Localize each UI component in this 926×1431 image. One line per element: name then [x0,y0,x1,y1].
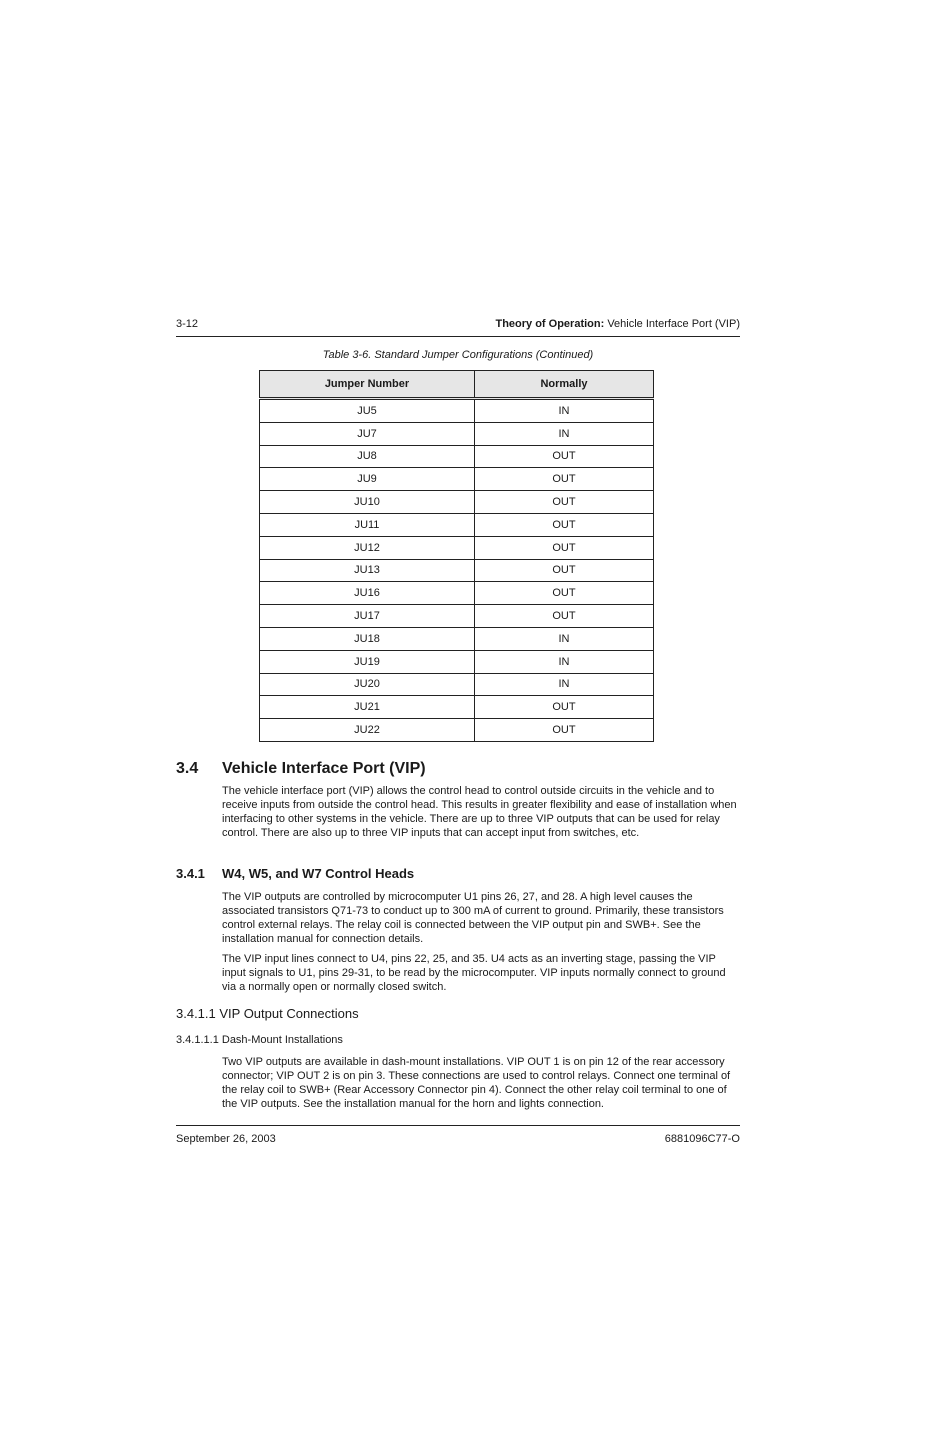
table-row [260,513,654,536]
jumper-number-cell: JU7 [260,422,475,445]
normally-cell: OUT [475,559,654,582]
jumper-number-cell: JU9 [260,468,475,491]
table-header-row [260,371,654,399]
page-number: 3-12 [176,318,199,330]
section-title: W4, W5, and W7 Control Heads [222,866,415,881]
table-row [260,719,654,742]
section-3-4-1-paragraph-2: The VIP input lines connect to U4, pins 22, 25, and 35. U4 acts as an inverting stage, passing the VIP input signals to U1, pins 29-31, to be read by the microcomputer. VIP inputs normally connect to ground via a normally open or normally closed switch. [222,953,726,993]
jumper-number-cell: JU21 [260,696,475,719]
jumper-number-cell: JU17 [260,605,475,628]
normally-cell: IN [475,627,654,650]
normally-cell: IN [475,422,654,445]
section-number: 3.4 [176,760,199,777]
jumper-number-cell: JU18 [260,627,475,650]
table-row [260,399,654,423]
table-row [260,422,654,445]
jumper-number-cell: JU10 [260,491,475,514]
normally-cell: OUT [475,536,654,559]
normally-cell: IN [475,673,654,696]
normally-cell: OUT [475,445,654,468]
section-3-4-1-1-heading: 3.4.1.1 VIP Output Connections [176,1006,359,1021]
section-3-4-1-paragraph-1: The VIP outputs are controlled by microcomputer U1 pins 26, 27, and 28. A high level causes the associated transistors Q71-73 to conduct up to 300 mA of current to ground. Primarily, these transistors control external relays. The relay coil is connected between the VIP output pin and SWB+. See the installation manual for connection details. [222,891,724,945]
table-row [260,650,654,673]
page-footer [176,1125,740,1148]
normally-cell: OUT [475,582,654,605]
running-title [495,318,740,330]
normally-cell: OUT [475,696,654,719]
normally-cell: OUT [475,491,654,514]
footer-date: September 26, 2003 [176,1133,276,1145]
section-3-4-1-1-1-heading: 3.4.1.1.1 Dash-Mount Installations [176,1034,343,1046]
table-row [260,445,654,468]
section-title: Vehicle Interface Port (VIP) [222,760,426,777]
jumper-number-cell: JU22 [260,719,475,742]
section-number: 3.4.1 [176,866,205,881]
footer-document-number: 6881096C77-O [664,1133,740,1145]
normally-cell: OUT [475,513,654,536]
table-row [260,582,654,605]
normally-cell: IN [475,650,654,673]
section-3-4-1-1-1-body: Two VIP outputs are available in dash-mount installations. VIP OUT 1 is on pin 12 of the rear accessory connector; VIP OUT 2 is on pin 3. These connections are used to control relays. Connect one terminal of the relay coil to SWB+ (Rear Accessory Connector pin 4). Connect the other relay coil terminal to one of the VIP outputs. See the installation manual for the horn and lights connection. [222,1056,731,1110]
section-3-4-body: The vehicle interface port (VIP) allows the control head to control outside circuits in the vehicle and to receive inputs from outside the control head. This results in greater flexibility and ease of installation when interfacing to other systems in the vehicle. There are up to three VIP outputs that can be used for relay control. There are also up to three VIP inputs that can accept input from switches, etc. [222,785,737,839]
running-title-bold: Theory of Operation: [495,318,605,330]
table-row [260,491,654,514]
table-row [260,468,654,491]
normally-cell: OUT [475,719,654,742]
jumper-number-cell: JU13 [260,559,475,582]
table-row [260,559,654,582]
jumper-number-cell: JU8 [260,445,475,468]
normally-cell: OUT [475,605,654,628]
jumper-number-cell: JU20 [260,673,475,696]
jumper-number-cell: JU11 [260,513,475,536]
page-header [176,316,740,337]
jumper-number-cell: JU12 [260,536,475,559]
jumper-number-cell: JU19 [260,650,475,673]
jumper-number-cell: JU5 [260,399,475,423]
table-row [260,627,654,650]
table-body [260,399,654,742]
section-3-4-heading [176,760,426,778]
column-header-normally: Normally [475,371,654,399]
jumper-table [259,370,654,742]
table-row [260,673,654,696]
table-caption: Table 3-6. Standard Jumper Configurations (Continued) [322,349,594,361]
section-3-4-1-heading [176,866,414,881]
table-row [260,536,654,559]
running-title-rest: Vehicle Interface Port (VIP) [604,318,740,330]
normally-cell: OUT [475,468,654,491]
table-row [260,605,654,628]
column-header-jumper-number: Jumper Number [260,371,475,399]
normally-cell: IN [475,399,654,423]
jumper-number-cell: JU16 [260,582,475,605]
table-row [260,696,654,719]
